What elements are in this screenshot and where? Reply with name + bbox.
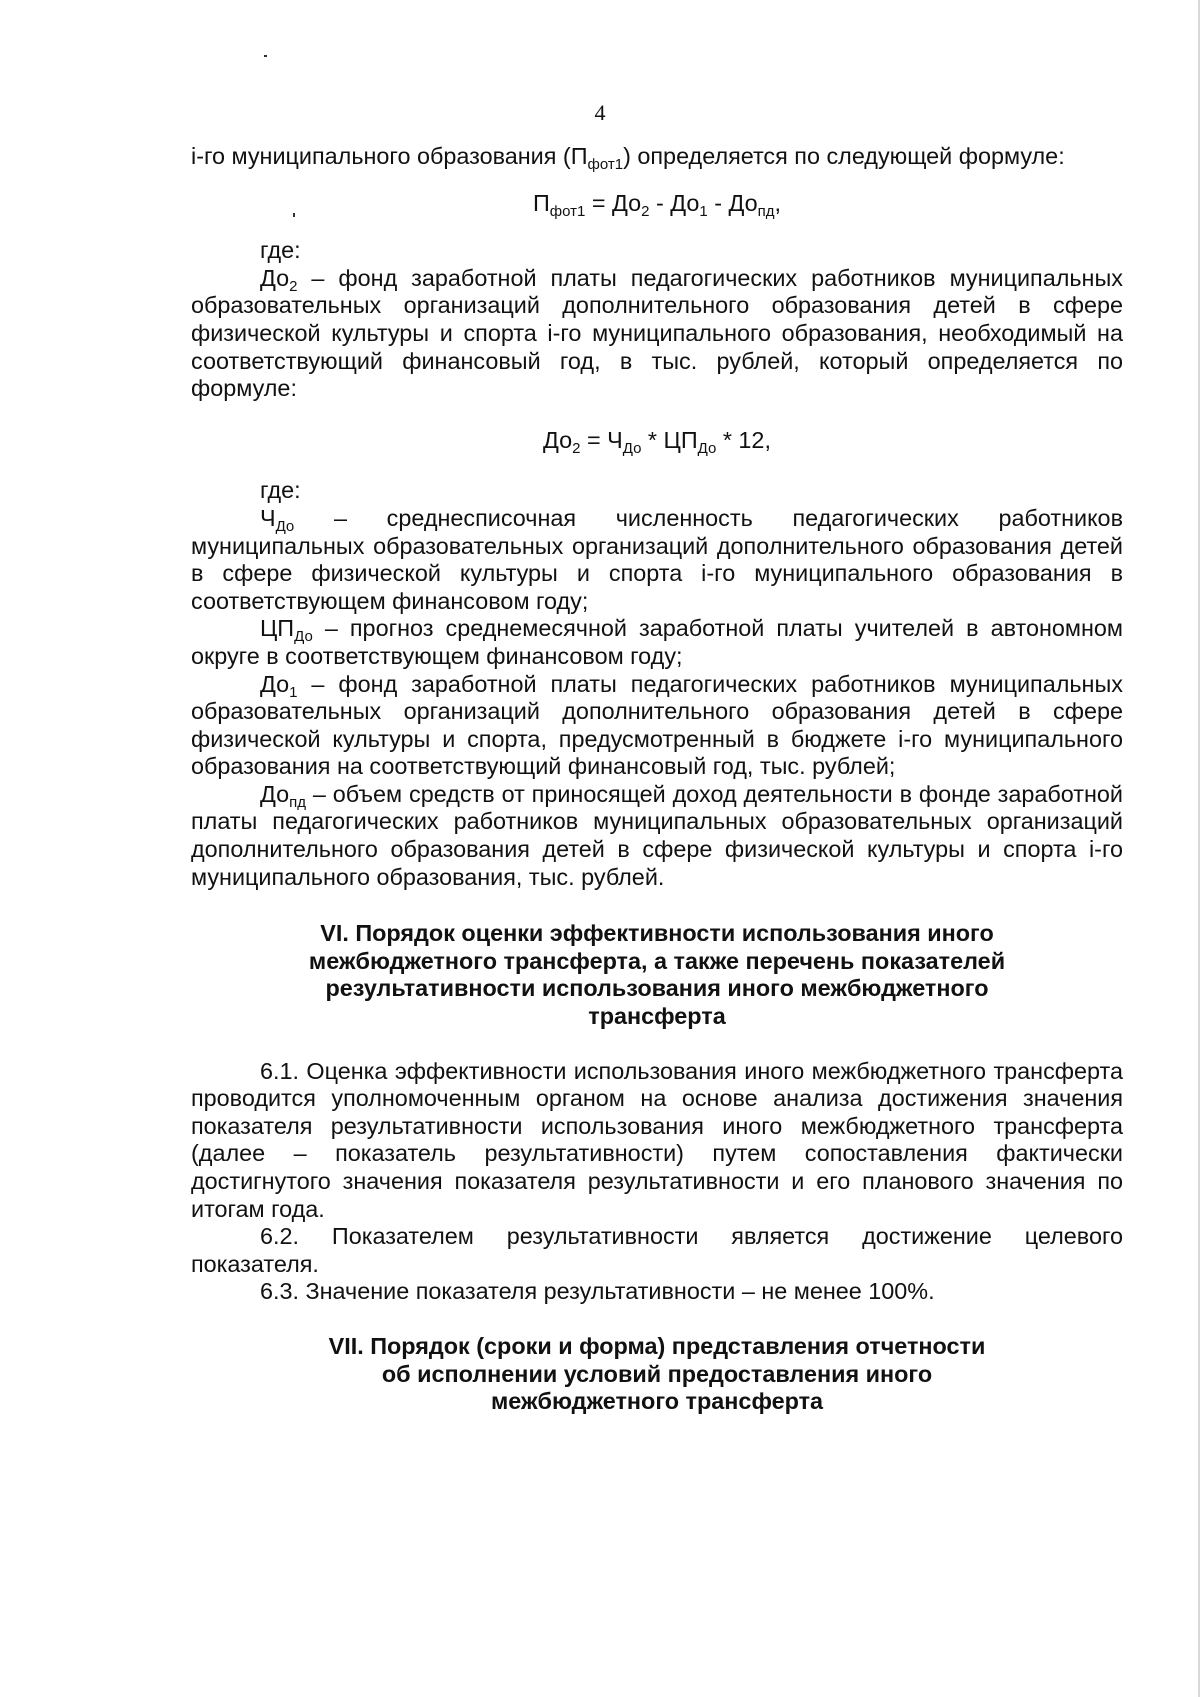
where-label: где: [260,477,301,504]
paragraph-6-1: 6.1. Оценка эффективности использования иного межбюджетного трансферта проводится уполномоченным органом на основе анализа достижения значения показателя результативности использования иного межбюджетного трансферта (далее – показатель результативности) путем сопоставления фактически достигнутого значения показателя результативности и его планового значения по итогам года. [191,1057,1123,1222]
definition-dopd: $До_{пд}$ – объем средств от приносящей доход деятельности в фонде заработной платы педагогических работников муниципальных образовательных организаций дополнительного образования детей в сфере физической культуры и спорта i-го муниципального образования, тыс. рублей. [191,780,1123,890]
document-body [191,143,1123,1416]
heading-line: об исполнении условий предоставления иного [381,1360,933,1387]
paragraph-6-3: 6.3. Значение показателя результативности – не менее 100%. [260,1278,935,1305]
definition-do2: $До_2$ – фонд заработной платы педагогических работников муниципальных образовательных организаций дополнительного образования детей в сфере физической культуры и спорта i-го муниципального образования, необходимый на соответствующий финансовый год, в тыс. рублей, который определяется по формуле: [191,264,1123,402]
page-number: 4 [594,100,606,125]
section-7-heading [191,1333,1123,1416]
heading-line: результативности использования иного межбюджетного [325,975,989,1002]
paragraph-6-2: 6.2. Показателем результативности является достижение целевого показателя. [191,1223,1123,1277]
formula-do2: $До_2 = Ч_{До} * ЦП_{До} * 12$, [543,426,771,457]
intro-paragraph: i-го муниципального образования $(П_{фот1})$ определяется по следующей формуле: [191,143,1065,173]
definition-chdo: $Ч_{До}$ – среднесписочная численность педагогических работников муниципальных образовательных организаций дополнительного образования детей в сфере физической культуры и спорта i-го муниципального образования в соответствующем финансовом году; [191,504,1123,614]
definition-do1: $До_1$ – фонд заработной платы педагогических работников муниципальных образовательных организаций дополнительного образования детей в сфере физической культуры и спорта, предусмотренный в бюджете i-го муниципального образования на соответствующий финансовый год, тыс. рублей; [191,670,1123,780]
formula-pfot: $П_{фот1} = До_2 - До_1 - До_{пд}$, [532,189,782,220]
heading-line: межбюджетного трансферта [490,1388,824,1415]
section-6-heading [191,920,1123,1030]
heading-line: трансферта [588,1003,726,1030]
scan-speck [264,55,267,57]
where-label: где: [260,237,301,264]
definition-cpdo: $ЦП_{До}$ – прогноз среднемесячной заработной платы учителей в автономном округе в соответствующем финансовом году; [191,615,1123,669]
heading-line: VII. Порядок (сроки и форма) представления отчетности [328,1332,986,1359]
heading-line: VI. Порядок оценки эффективности использования иного [320,920,994,947]
heading-line: межбюджетного трансферта, а также перечень показателей [308,947,1006,974]
